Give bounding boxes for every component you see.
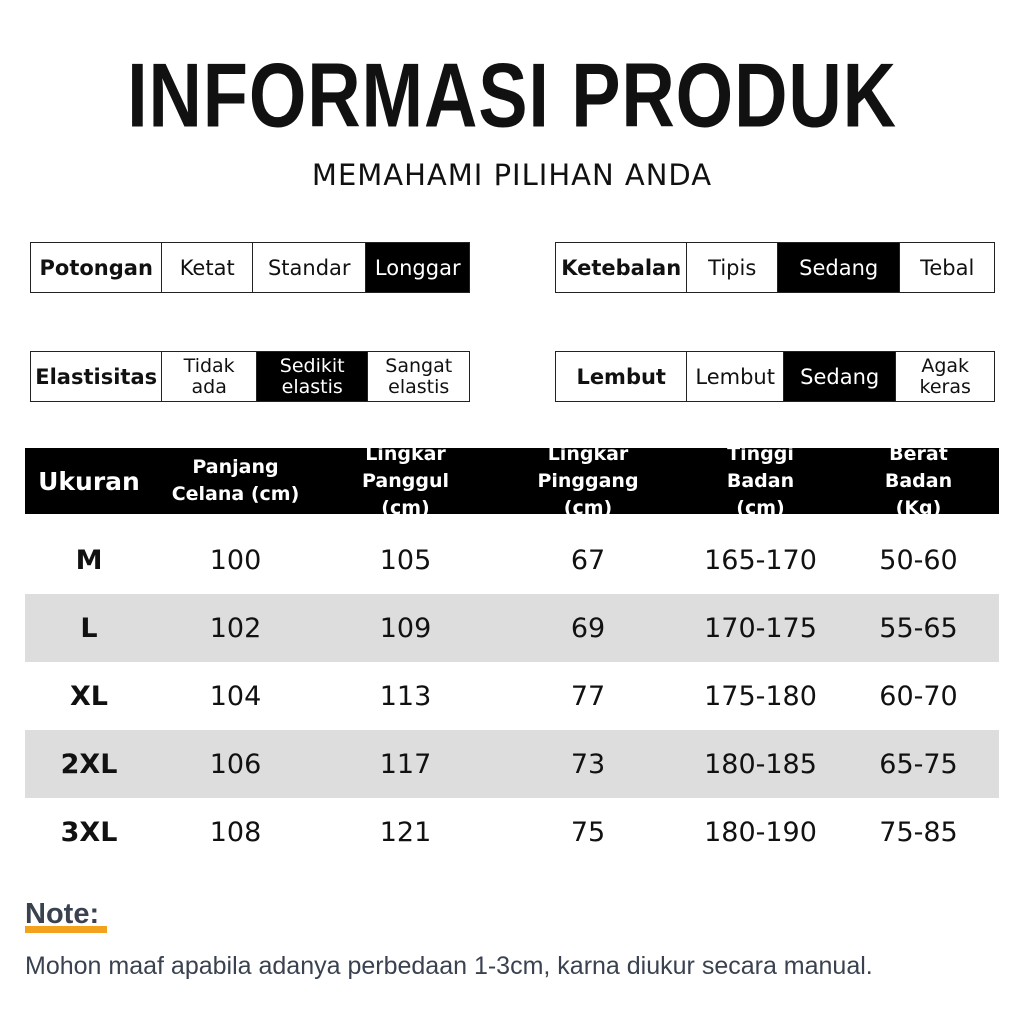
option-agak-keras: Agak keras (895, 352, 994, 401)
table-cell: 75-85 (879, 816, 958, 848)
size-cell: M (75, 544, 103, 576)
table-cell: 77 (570, 680, 606, 712)
table-row (25, 526, 999, 594)
table-cell: 50-60 (879, 544, 958, 576)
page-title: INFORMASI PRODUK (127, 44, 897, 147)
header-tinggi-badan: Tinggi Badan (cm) (726, 442, 795, 519)
header-lingkar-pinggang: Lingkar Pinggang (cm) (537, 442, 639, 519)
option-longgar-selected: Longgar (365, 243, 469, 292)
size-cell: L (80, 612, 98, 644)
option-standar: Standar (252, 243, 365, 292)
table-cell: 170-175 (704, 612, 817, 644)
option-sedang-selected: Sedang (777, 243, 899, 292)
header-ukuran: Ukuran (38, 466, 140, 496)
header-panjang-celana: Panjang Celana (cm) (171, 456, 300, 505)
attribute-label: Lembut (576, 364, 666, 389)
table-cell: 69 (570, 612, 606, 644)
table-cell: 55-65 (879, 612, 958, 644)
note-title: Note: (25, 898, 100, 930)
option-tebal: Tebal (899, 243, 994, 292)
table-cell: 106 (209, 748, 262, 780)
attribute-potongan (30, 242, 470, 293)
table-cell: 104 (209, 680, 262, 712)
attribute-label: Potongan (39, 255, 153, 280)
header-berat-badan: Berat Badan (Kg) (884, 442, 953, 519)
table-cell: 73 (570, 748, 606, 780)
table-row (25, 594, 999, 662)
attribute-label: Ketebalan (561, 255, 682, 280)
size-cell: 2XL (60, 748, 118, 780)
page-subtitle: MEMAHAMI PILIHAN ANDA (311, 158, 713, 192)
size-table (25, 442, 999, 866)
attribute-lembut (555, 351, 995, 402)
note-text: Mohon maaf apabila adanya perbedaan 1-3cm, karna diukur secara manual. (25, 952, 873, 980)
table-cell: 100 (209, 544, 262, 576)
table-row (25, 798, 999, 866)
option-sedang-selected: Sedang (783, 352, 895, 401)
size-cell: 3XL (60, 816, 118, 848)
attribute-label: Elastisitas (35, 364, 158, 389)
table-cell: 180-190 (704, 816, 817, 848)
table-cell: 65-75 (879, 748, 958, 780)
option-ketat: Ketat (161, 243, 252, 292)
header-lingkar-panggul: Lingkar Panggul (cm) (361, 442, 449, 519)
table-cell: 180-185 (704, 748, 817, 780)
table-header (25, 442, 999, 519)
table-cell: 175-180 (704, 680, 817, 712)
option-lembut: Lembut (686, 352, 783, 401)
table-row (25, 662, 999, 730)
table-cell: 113 (379, 680, 432, 712)
attribute-ketebalan (555, 242, 995, 293)
table-row (25, 730, 999, 798)
attribute-elastisitas (30, 351, 470, 402)
table-cell: 102 (209, 612, 262, 644)
option-sedikit-elastis-selected: Sedikit elastis (256, 352, 367, 401)
option-sangat-elastis: Sangat elastis (367, 352, 469, 401)
table-cell: 117 (379, 748, 432, 780)
table-cell: 67 (570, 544, 606, 576)
size-cell: XL (69, 680, 109, 712)
table-cell: 75 (570, 816, 606, 848)
table-cell: 108 (209, 816, 262, 848)
option-tidak-ada: Tidak ada (161, 352, 256, 401)
table-cell: 121 (379, 816, 432, 848)
table-cell: 109 (379, 612, 432, 644)
table-cell: 165-170 (704, 544, 817, 576)
option-tipis: Tipis (686, 243, 777, 292)
table-cell: 105 (379, 544, 432, 576)
table-cell: 60-70 (879, 680, 958, 712)
